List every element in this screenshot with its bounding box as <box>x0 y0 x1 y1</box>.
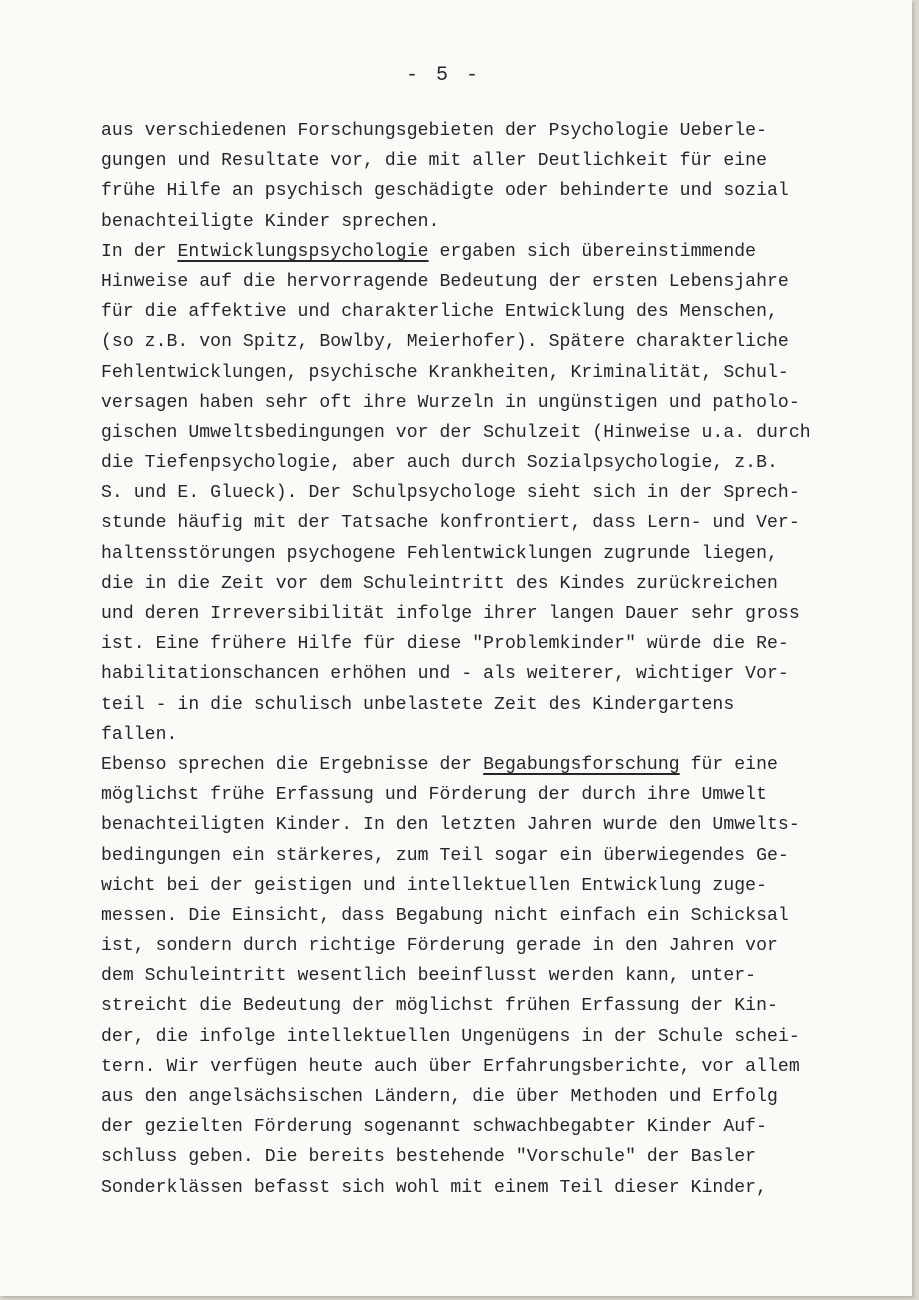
text-line <box>101 207 861 237</box>
text-line <box>101 901 861 931</box>
text-line <box>101 841 861 871</box>
text-line <box>101 297 861 327</box>
line-text: S. und E. Glueck). Der Schulpsychologe sieht sich in der Sprech- <box>101 483 800 504</box>
text-line <box>101 539 861 569</box>
text-line <box>101 237 861 267</box>
text-line <box>101 508 861 538</box>
line-text: der gezielten Förderung sogenannt schwachbegabter Kinder Auf- <box>101 1117 767 1138</box>
line-text: streicht die Bedeutung der möglichst frühen Erfassung der Kin- <box>101 996 778 1017</box>
text-line <box>101 1052 861 1082</box>
line-text: In der <box>101 241 178 262</box>
line-text: wicht bei der geistigen und intellektuellen Entwicklung zuge- <box>101 875 767 896</box>
line-text: fallen. <box>101 724 178 745</box>
text-line <box>101 599 861 629</box>
line-text: habilitationschancen erhöhen und - als weiterer, wichtiger Vor- <box>101 664 789 685</box>
text-line <box>101 810 861 840</box>
underlined-term: Begabungsforschung <box>483 754 680 775</box>
line-text: dem Schuleintritt wesentlich beeinflusst werden kann, unter- <box>101 966 757 987</box>
text-line <box>101 991 861 1021</box>
text-line <box>101 569 861 599</box>
text-line <box>101 267 861 297</box>
line-text: schluss geben. Die bereits bestehende "Vorschule" der Basler <box>101 1147 757 1168</box>
text-line <box>101 1142 861 1172</box>
text-line <box>101 358 861 388</box>
line-text: tern. Wir verfügen heute auch über Erfahrungsberichte, vor allem <box>101 1056 800 1077</box>
text-line <box>101 448 861 478</box>
text-line <box>101 1173 861 1203</box>
line-text: ist, sondern durch richtige Förderung gerade in den Jahren vor <box>101 936 778 957</box>
line-text: aus verschiedenen Forschungsgebieten der Psychologie Ueberle- <box>101 121 767 141</box>
text-line <box>101 478 861 508</box>
line-text: bedingungen ein stärkeres, zum Teil sogar ein überwiegendes Ge- <box>101 845 789 866</box>
line-text: für eine <box>679 754 778 775</box>
line-text: für die affektive und charakterliche Entwicklung des Menschen, <box>101 302 778 323</box>
text-line <box>101 388 861 418</box>
text-line <box>101 720 861 750</box>
line-text: haltensstörungen psychogene Fehlentwicklungen zugrunde liegen, <box>101 543 778 564</box>
text-line <box>101 931 861 961</box>
line-text: und deren Irreversibilität infolge ihrer langen Dauer sehr gross <box>101 604 800 624</box>
text-line <box>101 629 861 659</box>
line-text: ist. Eine frühere Hilfe für diese "Problemkinder" würde die Re- <box>101 634 789 655</box>
text-line <box>101 327 861 357</box>
line-text: gungen und Resultate vor, die mit aller Deutlichkeit für eine <box>101 151 767 172</box>
underlined-term: Entwicklungspsychologie <box>177 241 429 262</box>
text-line <box>101 961 861 991</box>
line-text: teil - in die schulisch unbelastete Zeit des Kindergartens <box>101 694 735 715</box>
text-line <box>101 1022 861 1052</box>
line-text: gischen Umweltsbedingungen vor der Schulzeit (Hinweise u.a. durch <box>101 422 811 443</box>
line-text: frühe Hilfe an psychisch geschädigte oder behinderte und sozial <box>101 181 789 202</box>
line-text: die in die Zeit vor dem Schuleintritt des Kindes zurückreichen <box>101 573 778 594</box>
text-line <box>101 1112 861 1142</box>
line-text: Sonderklässen befasst sich wohl mit einem Teil dieser Kinder, <box>101 1177 767 1198</box>
line-text: versagen haben sehr oft ihre Wurzeln in ungünstigen und patholo- <box>101 392 800 413</box>
page-number: - 5 - <box>406 64 482 87</box>
body-text <box>101 116 861 1203</box>
text-line <box>101 176 861 206</box>
line-text: Ebenso sprechen die Ergebnisse der <box>101 754 484 775</box>
text-line <box>101 659 861 689</box>
text-line <box>101 146 861 176</box>
line-text: messen. Die Einsicht, dass Begabung nicht einfach ein Schicksal <box>101 905 789 926</box>
line-text: Fehlentwicklungen, psychische Krankheiten, Kriminalität, Schul- <box>101 362 789 383</box>
text-line <box>101 418 861 448</box>
line-text: (so z.B. von Spitz, Bowlby, Meierhofer). Spätere charakterliche <box>101 332 789 353</box>
line-text: benachteiligten Kinder. In den letzten Jahren wurde den Umwelts- <box>101 815 800 836</box>
line-text: aus den angelsächsischen Ländern, die über Methoden und Erfolg <box>101 1087 778 1107</box>
line-text: der, die infolge intellektuellen Ungenügens in der Schule schei- <box>101 1026 800 1047</box>
line-text: möglichst frühe Erfassung und Förderung der durch ihre Umwelt <box>101 785 767 806</box>
line-text: stunde häufig mit der Tatsache konfrontiert, dass Lern- und Ver- <box>101 513 800 534</box>
text-line <box>101 1082 861 1112</box>
line-text: die Tiefenpsychologie, aber auch durch Sozialpsychologie, z.B. <box>101 453 778 474</box>
text-line <box>101 750 861 780</box>
line-text: benachteiligte Kinder sprechen. <box>101 211 440 232</box>
line-text: Hinweise auf die hervorragende Bedeutung der ersten Lebensjahre <box>101 271 789 292</box>
text-line <box>101 780 861 810</box>
text-line <box>101 116 861 146</box>
text-line <box>101 690 861 720</box>
text-line <box>101 871 861 901</box>
line-text: ergaben sich übereinstimmende <box>428 241 757 262</box>
